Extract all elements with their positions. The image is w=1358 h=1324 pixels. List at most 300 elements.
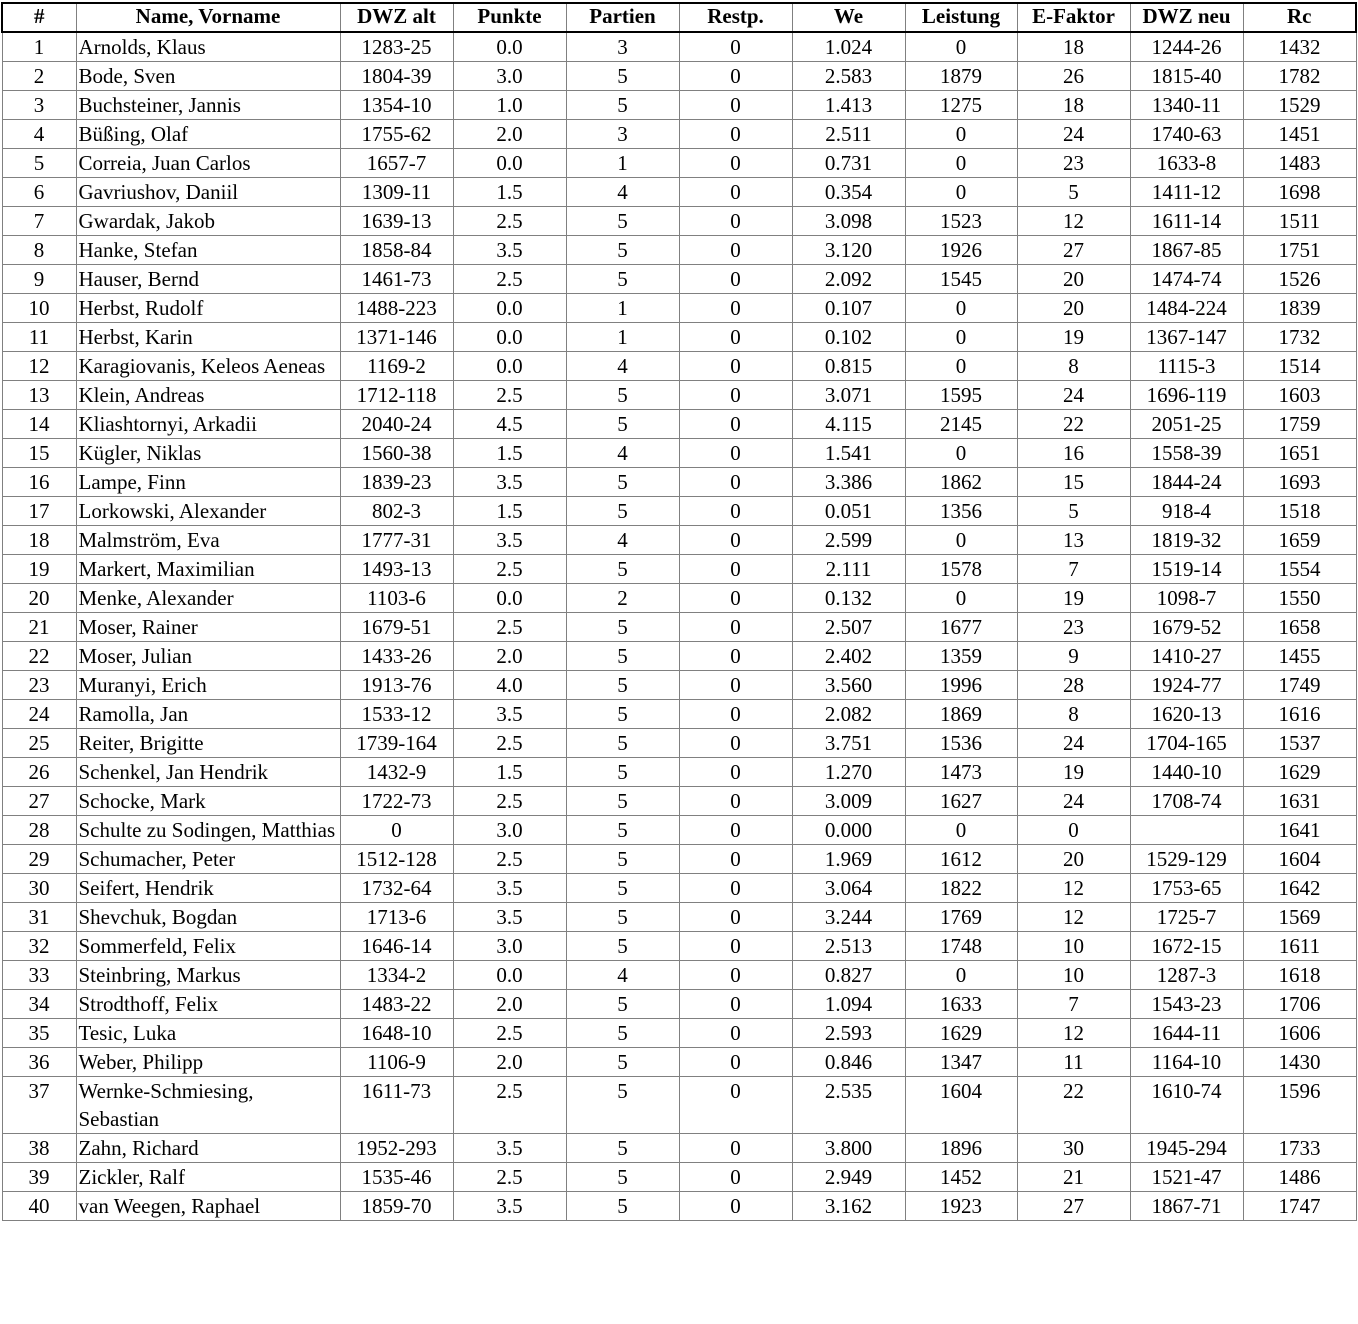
rank-cell: 25 (2, 729, 76, 758)
rc-cell: 1451 (1243, 120, 1356, 149)
games-cell: 2 (566, 584, 679, 613)
performance-cell: 1578 (905, 555, 1017, 584)
dwz-new-cell: 1484-224 (1130, 294, 1243, 323)
rc-cell: 1529 (1243, 91, 1356, 120)
dwz-old-cell: 1639-13 (340, 207, 453, 236)
dwz-old-cell: 1839-23 (340, 468, 453, 497)
rc-cell: 1537 (1243, 729, 1356, 758)
expected-score-cell: 2.599 (792, 526, 905, 555)
rc-cell: 1604 (1243, 845, 1356, 874)
dwz-old-cell: 1712-118 (340, 381, 453, 410)
e-factor-cell: 18 (1017, 91, 1130, 120)
dwz-new-cell: 1672-15 (1130, 932, 1243, 961)
expected-score-cell: 1.094 (792, 990, 905, 1019)
table-row (2, 816, 1356, 845)
e-factor-cell: 22 (1017, 410, 1130, 439)
expected-score-cell: 0.051 (792, 497, 905, 526)
games-cell: 5 (566, 410, 679, 439)
performance-cell: 0 (905, 323, 1017, 352)
name-cell: Markert, Maximilian (76, 555, 340, 584)
name-cell: Schulte zu Sodingen, Matthias (76, 816, 340, 845)
expected-score-cell: 3.560 (792, 671, 905, 700)
remaining-points-cell: 0 (679, 1077, 792, 1134)
rank-cell: 30 (2, 874, 76, 903)
games-cell: 1 (566, 323, 679, 352)
performance-cell: 0 (905, 178, 1017, 207)
points-cell: 3.5 (453, 468, 566, 497)
rc-cell: 1432 (1243, 32, 1356, 62)
dwz-old-cell: 1483-22 (340, 990, 453, 1019)
remaining-points-cell: 0 (679, 1134, 792, 1163)
performance-cell: 1359 (905, 642, 1017, 671)
games-cell: 5 (566, 613, 679, 642)
points-cell: 3.5 (453, 1134, 566, 1163)
e-factor-cell: 8 (1017, 352, 1130, 381)
points-cell: 2.5 (453, 555, 566, 584)
expected-score-cell: 0.132 (792, 584, 905, 613)
e-factor-cell: 12 (1017, 874, 1130, 903)
e-factor-cell: 11 (1017, 1048, 1130, 1077)
performance-cell: 1347 (905, 1048, 1017, 1077)
name-cell: Zahn, Richard (76, 1134, 340, 1163)
remaining-points-cell: 0 (679, 729, 792, 758)
performance-cell: 0 (905, 149, 1017, 178)
name-cell: Büßing, Olaf (76, 120, 340, 149)
dwz-new-cell: 1704-165 (1130, 729, 1243, 758)
games-cell: 5 (566, 468, 679, 497)
rc-cell: 1782 (1243, 62, 1356, 91)
dwz-new-cell: 1543-23 (1130, 990, 1243, 1019)
name-cell: Weber, Philipp (76, 1048, 340, 1077)
points-cell: 2.0 (453, 120, 566, 149)
games-cell: 5 (566, 1134, 679, 1163)
dwz-old-cell: 1560-38 (340, 439, 453, 468)
rank-cell: 2 (2, 62, 76, 91)
performance-cell: 1612 (905, 845, 1017, 874)
dwz-old-cell: 1103-6 (340, 584, 453, 613)
table-row (2, 207, 1356, 236)
expected-score-cell: 2.507 (792, 613, 905, 642)
name-cell: Ramolla, Jan (76, 700, 340, 729)
table-row (2, 352, 1356, 381)
remaining-points-cell: 0 (679, 584, 792, 613)
games-cell: 5 (566, 91, 679, 120)
remaining-points-cell: 0 (679, 178, 792, 207)
performance-cell: 1996 (905, 671, 1017, 700)
rc-cell: 1759 (1243, 410, 1356, 439)
dwz-new-cell (1130, 816, 1243, 845)
expected-score-cell: 0.846 (792, 1048, 905, 1077)
table-header (2, 3, 1356, 32)
expected-score-cell: 2.402 (792, 642, 905, 671)
dwz-new-cell: 1558-39 (1130, 439, 1243, 468)
rank-cell: 17 (2, 497, 76, 526)
performance-cell: 1452 (905, 1163, 1017, 1192)
dwz-new-cell: 1924-77 (1130, 671, 1243, 700)
points-cell: 1.5 (453, 439, 566, 468)
column-header: Name, Vorname (76, 3, 340, 32)
rc-cell: 1518 (1243, 497, 1356, 526)
table-row (2, 555, 1356, 584)
rc-cell: 1839 (1243, 294, 1356, 323)
rc-cell: 1658 (1243, 613, 1356, 642)
dwz-old-cell: 1859-70 (340, 1192, 453, 1221)
rank-cell: 7 (2, 207, 76, 236)
points-cell: 3.5 (453, 874, 566, 903)
performance-cell: 1822 (905, 874, 1017, 903)
e-factor-cell: 21 (1017, 1163, 1130, 1192)
rank-cell: 37 (2, 1077, 76, 1134)
points-cell: 2.5 (453, 1019, 566, 1048)
table-row (2, 294, 1356, 323)
remaining-points-cell: 0 (679, 265, 792, 294)
games-cell: 3 (566, 120, 679, 149)
expected-score-cell: 0.731 (792, 149, 905, 178)
games-cell: 5 (566, 903, 679, 932)
name-cell: Karagiovanis, Keleos Aeneas (76, 352, 340, 381)
e-factor-cell: 10 (1017, 932, 1130, 961)
games-cell: 5 (566, 1192, 679, 1221)
table-row (2, 381, 1356, 410)
table-row (2, 32, 1356, 62)
expected-score-cell: 2.092 (792, 265, 905, 294)
column-header: Punkte (453, 3, 566, 32)
dwz-new-cell: 1115-3 (1130, 352, 1243, 381)
games-cell: 5 (566, 816, 679, 845)
rc-cell: 1430 (1243, 1048, 1356, 1077)
rc-cell: 1486 (1243, 1163, 1356, 1192)
expected-score-cell: 3.120 (792, 236, 905, 265)
games-cell: 5 (566, 671, 679, 700)
table-row (2, 845, 1356, 874)
dwz-old-cell: 1309-11 (340, 178, 453, 207)
name-cell: Moser, Rainer (76, 613, 340, 642)
dwz-new-cell: 1679-52 (1130, 613, 1243, 642)
table-row (2, 584, 1356, 613)
games-cell: 5 (566, 497, 679, 526)
dwz-new-cell: 1644-11 (1130, 1019, 1243, 1048)
name-cell: Lorkowski, Alexander (76, 497, 340, 526)
expected-score-cell: 0.354 (792, 178, 905, 207)
expected-score-cell: 2.949 (792, 1163, 905, 1192)
points-cell: 2.5 (453, 1163, 566, 1192)
dwz-new-cell: 1474-74 (1130, 265, 1243, 294)
column-header: Restp. (679, 3, 792, 32)
table-row (2, 1134, 1356, 1163)
e-factor-cell: 8 (1017, 700, 1130, 729)
dwz-old-cell: 1646-14 (340, 932, 453, 961)
points-cell: 3.5 (453, 526, 566, 555)
table-row (2, 120, 1356, 149)
dwz-old-cell: 1488-223 (340, 294, 453, 323)
name-cell: Arnolds, Klaus (76, 32, 340, 62)
e-factor-cell: 28 (1017, 671, 1130, 700)
dwz-new-cell: 1696-119 (1130, 381, 1243, 410)
points-cell: 3.0 (453, 932, 566, 961)
games-cell: 5 (566, 845, 679, 874)
remaining-points-cell: 0 (679, 816, 792, 845)
dwz-old-cell: 1804-39 (340, 62, 453, 91)
games-cell: 5 (566, 265, 679, 294)
rank-cell: 39 (2, 1163, 76, 1192)
table-row (2, 526, 1356, 555)
rank-cell: 19 (2, 555, 76, 584)
dwz-new-cell: 1440-10 (1130, 758, 1243, 787)
rc-cell: 1641 (1243, 816, 1356, 845)
points-cell: 0.0 (453, 961, 566, 990)
column-header: Rc (1243, 3, 1356, 32)
dwz-new-cell: 1867-71 (1130, 1192, 1243, 1221)
rank-cell: 36 (2, 1048, 76, 1077)
remaining-points-cell: 0 (679, 961, 792, 990)
points-cell: 3.0 (453, 62, 566, 91)
games-cell: 4 (566, 178, 679, 207)
dwz-results-table (1, 2, 1357, 1221)
table-row (2, 1192, 1356, 1221)
e-factor-cell: 20 (1017, 294, 1130, 323)
games-cell: 3 (566, 32, 679, 62)
table-row (2, 613, 1356, 642)
rank-cell: 14 (2, 410, 76, 439)
expected-score-cell: 3.064 (792, 874, 905, 903)
table-row (2, 91, 1356, 120)
rank-cell: 27 (2, 787, 76, 816)
remaining-points-cell: 0 (679, 381, 792, 410)
games-cell: 5 (566, 236, 679, 265)
remaining-points-cell: 0 (679, 990, 792, 1019)
points-cell: 1.5 (453, 178, 566, 207)
dwz-new-cell: 2051-25 (1130, 410, 1243, 439)
remaining-points-cell: 0 (679, 845, 792, 874)
performance-cell: 0 (905, 816, 1017, 845)
performance-cell: 1595 (905, 381, 1017, 410)
rc-cell: 1616 (1243, 700, 1356, 729)
games-cell: 5 (566, 642, 679, 671)
remaining-points-cell: 0 (679, 149, 792, 178)
remaining-points-cell: 0 (679, 207, 792, 236)
name-cell: Hanke, Stefan (76, 236, 340, 265)
rc-cell: 1631 (1243, 787, 1356, 816)
points-cell: 1.5 (453, 497, 566, 526)
dwz-new-cell: 1620-13 (1130, 700, 1243, 729)
performance-cell: 1473 (905, 758, 1017, 787)
points-cell: 0.0 (453, 149, 566, 178)
e-factor-cell: 5 (1017, 497, 1130, 526)
dwz-old-cell: 1777-31 (340, 526, 453, 555)
rank-cell: 20 (2, 584, 76, 613)
rc-cell: 1629 (1243, 758, 1356, 787)
e-factor-cell: 19 (1017, 758, 1130, 787)
points-cell: 0.0 (453, 32, 566, 62)
remaining-points-cell: 0 (679, 903, 792, 932)
remaining-points-cell: 0 (679, 1192, 792, 1221)
games-cell: 5 (566, 758, 679, 787)
dwz-new-cell: 1529-129 (1130, 845, 1243, 874)
name-cell: Moser, Julian (76, 642, 340, 671)
remaining-points-cell: 0 (679, 613, 792, 642)
rc-cell: 1483 (1243, 149, 1356, 178)
performance-cell: 1536 (905, 729, 1017, 758)
column-header: # (2, 3, 76, 32)
e-factor-cell: 24 (1017, 787, 1130, 816)
dwz-new-cell: 1819-32 (1130, 526, 1243, 555)
performance-cell: 0 (905, 32, 1017, 62)
e-factor-cell: 20 (1017, 265, 1130, 294)
games-cell: 5 (566, 555, 679, 584)
name-cell: Strodthoff, Felix (76, 990, 340, 1019)
column-header: DWZ neu (1130, 3, 1243, 32)
performance-cell: 1869 (905, 700, 1017, 729)
points-cell: 3.5 (453, 1192, 566, 1221)
name-cell: Kliashtornyi, Arkadii (76, 410, 340, 439)
table-row (2, 932, 1356, 961)
rank-cell: 15 (2, 439, 76, 468)
e-factor-cell: 26 (1017, 62, 1130, 91)
expected-score-cell: 1.969 (792, 845, 905, 874)
performance-cell: 0 (905, 526, 1017, 555)
expected-score-cell: 3.800 (792, 1134, 905, 1163)
points-cell: 2.0 (453, 990, 566, 1019)
name-cell: Seifert, Hendrik (76, 874, 340, 903)
e-factor-cell: 13 (1017, 526, 1130, 555)
column-header: Partien (566, 3, 679, 32)
remaining-points-cell: 0 (679, 236, 792, 265)
e-factor-cell: 0 (1017, 816, 1130, 845)
e-factor-cell: 23 (1017, 613, 1130, 642)
performance-cell: 1896 (905, 1134, 1017, 1163)
dwz-new-cell: 1411-12 (1130, 178, 1243, 207)
expected-score-cell: 3.244 (792, 903, 905, 932)
rank-cell: 22 (2, 642, 76, 671)
dwz-old-cell: 1722-73 (340, 787, 453, 816)
name-cell: Malmström, Eva (76, 526, 340, 555)
remaining-points-cell: 0 (679, 932, 792, 961)
dwz-old-cell: 1371-146 (340, 323, 453, 352)
table-row (2, 903, 1356, 932)
games-cell: 5 (566, 787, 679, 816)
performance-cell: 1677 (905, 613, 1017, 642)
name-cell: Herbst, Karin (76, 323, 340, 352)
points-cell: 2.5 (453, 845, 566, 874)
dwz-old-cell: 1648-10 (340, 1019, 453, 1048)
expected-score-cell: 0.815 (792, 352, 905, 381)
table-row (2, 468, 1356, 497)
name-cell: Schocke, Mark (76, 787, 340, 816)
table-row (2, 787, 1356, 816)
rank-cell: 13 (2, 381, 76, 410)
table-row (2, 265, 1356, 294)
rank-cell: 8 (2, 236, 76, 265)
dwz-old-cell: 1433-26 (340, 642, 453, 671)
performance-cell: 2145 (905, 410, 1017, 439)
performance-cell: 1862 (905, 468, 1017, 497)
points-cell: 2.5 (453, 207, 566, 236)
dwz-new-cell: 1098-7 (1130, 584, 1243, 613)
dwz-new-cell: 1725-7 (1130, 903, 1243, 932)
dwz-new-cell: 1610-74 (1130, 1077, 1243, 1134)
rank-cell: 10 (2, 294, 76, 323)
name-cell: Shevchuk, Bogdan (76, 903, 340, 932)
dwz-new-cell: 918-4 (1130, 497, 1243, 526)
expected-score-cell: 0.000 (792, 816, 905, 845)
dwz-old-cell: 1952-293 (340, 1134, 453, 1163)
dwz-new-cell: 1815-40 (1130, 62, 1243, 91)
rc-cell: 1642 (1243, 874, 1356, 903)
points-cell: 3.5 (453, 700, 566, 729)
e-factor-cell: 7 (1017, 990, 1130, 1019)
expected-score-cell: 0.107 (792, 294, 905, 323)
dwz-old-cell: 1283-25 (340, 32, 453, 62)
games-cell: 5 (566, 1077, 679, 1134)
column-header: DWZ alt (340, 3, 453, 32)
e-factor-cell: 24 (1017, 120, 1130, 149)
dwz-old-cell: 1461-73 (340, 265, 453, 294)
dwz-old-cell: 1755-62 (340, 120, 453, 149)
rc-cell: 1611 (1243, 932, 1356, 961)
rc-cell: 1693 (1243, 468, 1356, 497)
header-row (2, 3, 1356, 32)
rc-cell: 1603 (1243, 381, 1356, 410)
games-cell: 4 (566, 526, 679, 555)
rc-cell: 1526 (1243, 265, 1356, 294)
games-cell: 5 (566, 1019, 679, 1048)
dwz-old-cell: 1858-84 (340, 236, 453, 265)
e-factor-cell: 12 (1017, 207, 1130, 236)
dwz-old-cell: 1334-2 (340, 961, 453, 990)
points-cell: 2.5 (453, 787, 566, 816)
points-cell: 3.0 (453, 816, 566, 845)
points-cell: 1.0 (453, 91, 566, 120)
expected-score-cell: 1.270 (792, 758, 905, 787)
table-row (2, 178, 1356, 207)
remaining-points-cell: 0 (679, 410, 792, 439)
points-cell: 4.0 (453, 671, 566, 700)
performance-cell: 0 (905, 294, 1017, 323)
table-row (2, 62, 1356, 91)
dwz-new-cell: 1367-147 (1130, 323, 1243, 352)
table-row (2, 1019, 1356, 1048)
dwz-new-cell: 1611-14 (1130, 207, 1243, 236)
games-cell: 4 (566, 439, 679, 468)
points-cell: 2.5 (453, 381, 566, 410)
dwz-old-cell: 1106-9 (340, 1048, 453, 1077)
games-cell: 5 (566, 1163, 679, 1192)
points-cell: 2.0 (453, 1048, 566, 1077)
name-cell: Buchsteiner, Jannis (76, 91, 340, 120)
expected-score-cell: 2.535 (792, 1077, 905, 1134)
dwz-old-cell: 1913-76 (340, 671, 453, 700)
dwz-new-cell: 1340-11 (1130, 91, 1243, 120)
name-cell: Bode, Sven (76, 62, 340, 91)
performance-cell: 1275 (905, 91, 1017, 120)
rank-cell: 16 (2, 468, 76, 497)
dwz-old-cell: 1611-73 (340, 1077, 453, 1134)
column-header: E-Faktor (1017, 3, 1130, 32)
games-cell: 4 (566, 961, 679, 990)
name-cell: Zickler, Ralf (76, 1163, 340, 1192)
rc-cell: 1706 (1243, 990, 1356, 1019)
name-cell: Menke, Alexander (76, 584, 340, 613)
name-cell: Reiter, Brigitte (76, 729, 340, 758)
performance-cell: 1604 (905, 1077, 1017, 1134)
games-cell: 5 (566, 381, 679, 410)
name-cell: Tesic, Luka (76, 1019, 340, 1048)
rc-cell: 1554 (1243, 555, 1356, 584)
table-row (2, 700, 1356, 729)
name-cell: Klein, Andreas (76, 381, 340, 410)
expected-score-cell: 2.583 (792, 62, 905, 91)
dwz-new-cell: 1244-26 (1130, 32, 1243, 62)
